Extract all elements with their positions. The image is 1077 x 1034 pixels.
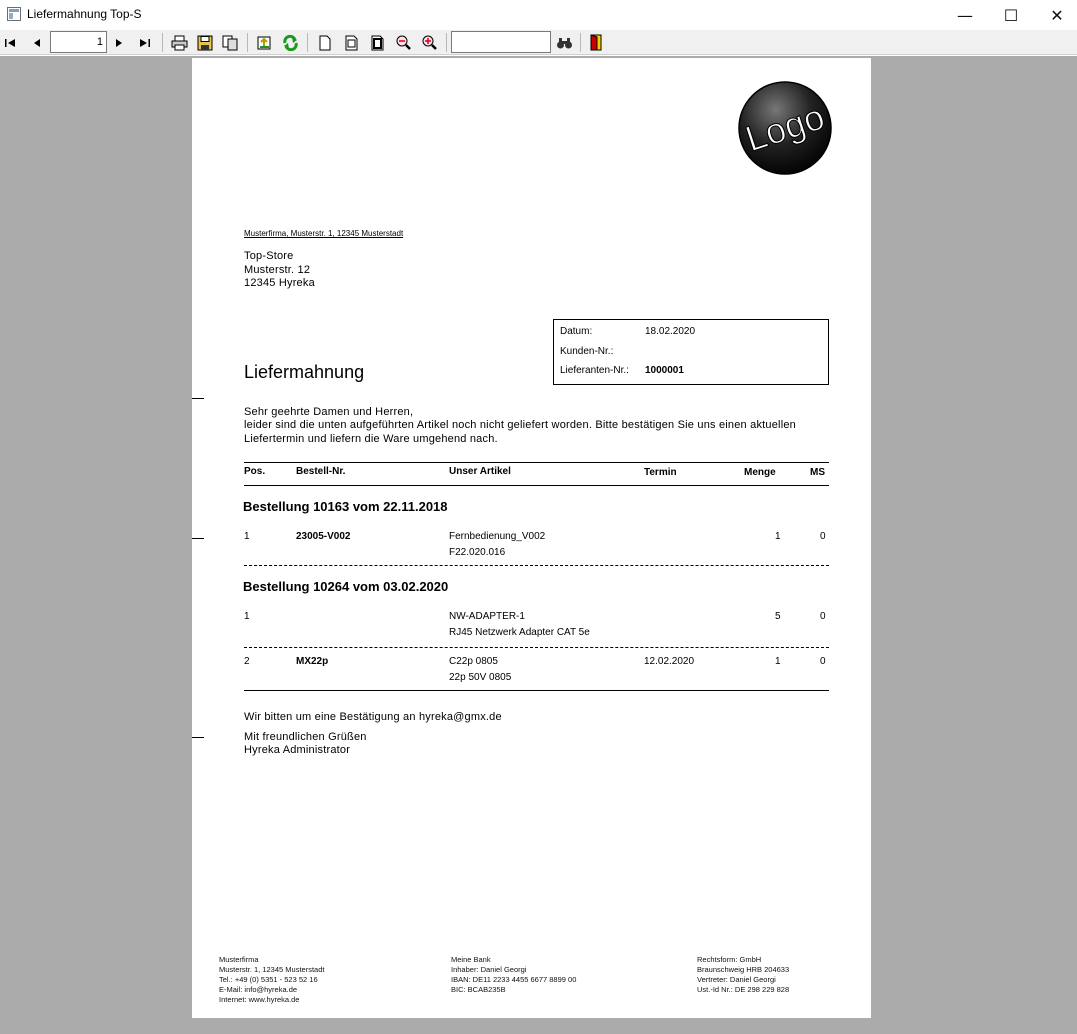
export-icon bbox=[256, 35, 273, 51]
single-page-button[interactable] bbox=[316, 33, 334, 52]
header-artikel: Unser Artikel bbox=[449, 466, 511, 477]
document-title: Liefermahnung bbox=[244, 362, 365, 382]
footer-legal: Rechtsform: GmbH Braunschweig HRB 204633 Vertreter: Daniel Georgi Ust.-Id Nr.: DE 298 229 828 bbox=[697, 955, 790, 994]
header-ms: MS bbox=[810, 467, 825, 478]
toolbar bbox=[0, 30, 1077, 55]
find-button[interactable] bbox=[555, 33, 573, 52]
next-page-button[interactable] bbox=[112, 33, 126, 52]
zoom-out-button[interactable] bbox=[394, 33, 412, 52]
whole-page-button[interactable] bbox=[368, 33, 386, 52]
document-page bbox=[192, 58, 871, 1018]
page-width-icon bbox=[344, 35, 359, 51]
next-page-icon bbox=[114, 38, 124, 48]
svg-text:Logo: Logo bbox=[740, 95, 830, 160]
search-input[interactable] bbox=[451, 31, 551, 53]
datum-label: Datum: bbox=[560, 326, 593, 337]
close-button[interactable]: ✕ bbox=[1050, 5, 1064, 25]
first-page-icon bbox=[4, 38, 16, 48]
row-bestell: MX22p bbox=[296, 656, 329, 667]
row-artikel: Fernbedienung_V002 bbox=[449, 531, 546, 542]
sender-line: Musterfirma, Musterstr. 1, 12345 Musterstadt bbox=[244, 229, 404, 238]
intro-line-2: leider sind die unten aufgeführten Artikel noch nicht geliefert worden. Bitte bestätigen Sie uns einen aktuellen bbox=[244, 419, 796, 431]
recipient-name: Top-Store bbox=[244, 250, 294, 262]
header-pos: Pos. bbox=[244, 466, 266, 477]
intro-line-1: Sehr geehrte Damen und Herren, bbox=[244, 406, 414, 418]
prev-page-button[interactable] bbox=[30, 33, 44, 52]
punch-mark bbox=[192, 538, 204, 539]
row-menge: 1 bbox=[775, 656, 781, 667]
title-bar bbox=[0, 0, 1077, 30]
recipient-city: 12345 Hyreka bbox=[244, 277, 315, 289]
save-icon bbox=[197, 35, 213, 51]
row-menge: 5 bbox=[775, 611, 781, 622]
last-page-icon bbox=[139, 38, 151, 48]
kunden-label: Kunden-Nr.: bbox=[560, 346, 614, 357]
header-termin: Termin bbox=[644, 467, 677, 478]
row-artikel-detail: RJ45 Netzwerk Adapter CAT 5e bbox=[449, 627, 590, 638]
closing-greeting: Mit freundlichen Grüßen bbox=[244, 731, 367, 743]
datum-value: 18.02.2020 bbox=[645, 326, 696, 337]
last-page-button[interactable] bbox=[138, 33, 152, 52]
page-width-button[interactable] bbox=[342, 33, 360, 52]
row-bestell: 23005-V002 bbox=[296, 531, 351, 542]
copy-button[interactable] bbox=[221, 33, 239, 52]
window-title: Liefermahnung Top-S bbox=[27, 7, 142, 21]
lieferanten-label: Lieferanten-Nr.: bbox=[560, 365, 629, 376]
info-box bbox=[553, 319, 829, 385]
row-pos: 2 bbox=[244, 656, 250, 667]
row-ms: 0 bbox=[820, 656, 826, 667]
minimize-button[interactable]: — bbox=[957, 5, 973, 25]
closing-request: Wir bitten um eine Bestätigung an hyreka@gmx.de bbox=[244, 711, 502, 723]
row-artikel: NW-ADAPTER-1 bbox=[449, 611, 525, 622]
order-title: Bestellung 10264 vom 03.02.2020 bbox=[243, 579, 449, 594]
intro-line-3: Liefertermin und liefern die Ware umgehend nach. bbox=[244, 433, 498, 445]
whole-page-icon bbox=[370, 35, 385, 51]
print-button[interactable] bbox=[170, 33, 188, 52]
footer-bank: Meine Bank Inhaber: Daniel Georgi IBAN: DE11 2233 4455 6677 8899 00 BIC: BCAB235B bbox=[451, 955, 577, 994]
exit-door-icon bbox=[589, 34, 603, 51]
zoom-in-icon bbox=[421, 34, 438, 51]
printer-icon bbox=[171, 35, 188, 51]
zoom-in-button[interactable] bbox=[420, 33, 438, 52]
footer-company: Musterfirma Musterstr. 1, 12345 Musterstadt Tel.: +49 (0) 5351 - 523 52 16 E-Mail: info@hyreka.de Internet: www.hyreka.de bbox=[219, 955, 325, 1004]
order-title: Bestellung 10163 vom 22.11.2018 bbox=[243, 499, 448, 514]
prev-page-icon bbox=[32, 38, 42, 48]
row-pos: 1 bbox=[244, 531, 250, 542]
header-menge: Menge bbox=[744, 467, 776, 478]
header-bestell: Bestell-Nr. bbox=[296, 466, 346, 477]
first-page-button[interactable] bbox=[3, 33, 17, 52]
preview-area[interactable] bbox=[0, 56, 1077, 1034]
maximize-button[interactable]: ☐ bbox=[1003, 5, 1019, 25]
export-button[interactable] bbox=[255, 33, 273, 52]
page-number-input[interactable]: 1 bbox=[50, 31, 107, 53]
row-ms: 0 bbox=[820, 611, 826, 622]
page-icon bbox=[318, 35, 332, 51]
company-logo bbox=[737, 80, 833, 176]
row-artikel: C22p 0805 bbox=[449, 656, 498, 667]
recipient-street: Musterstr. 12 bbox=[244, 264, 311, 276]
refresh-icon bbox=[282, 35, 299, 51]
row-ms: 0 bbox=[820, 531, 826, 542]
exit-button[interactable] bbox=[587, 33, 605, 52]
lieferanten-value: 1000001 bbox=[645, 365, 684, 376]
row-artikel-detail: F22.020.016 bbox=[449, 547, 506, 558]
fold-mark bbox=[192, 737, 204, 738]
row-menge: 1 bbox=[775, 531, 781, 542]
refresh-button[interactable] bbox=[281, 33, 299, 52]
row-pos: 1 bbox=[244, 611, 250, 622]
row-artikel-detail: 22p 50V 0805 bbox=[449, 672, 512, 683]
save-button[interactable] bbox=[196, 33, 214, 52]
closing-signature: Hyreka Administrator bbox=[244, 744, 351, 756]
binoculars-icon bbox=[556, 36, 573, 50]
row-termin: 12.02.2020 bbox=[644, 656, 695, 667]
zoom-out-icon bbox=[395, 34, 412, 51]
copy-icon bbox=[222, 35, 239, 51]
fold-mark bbox=[192, 398, 204, 399]
app-icon bbox=[7, 7, 21, 21]
